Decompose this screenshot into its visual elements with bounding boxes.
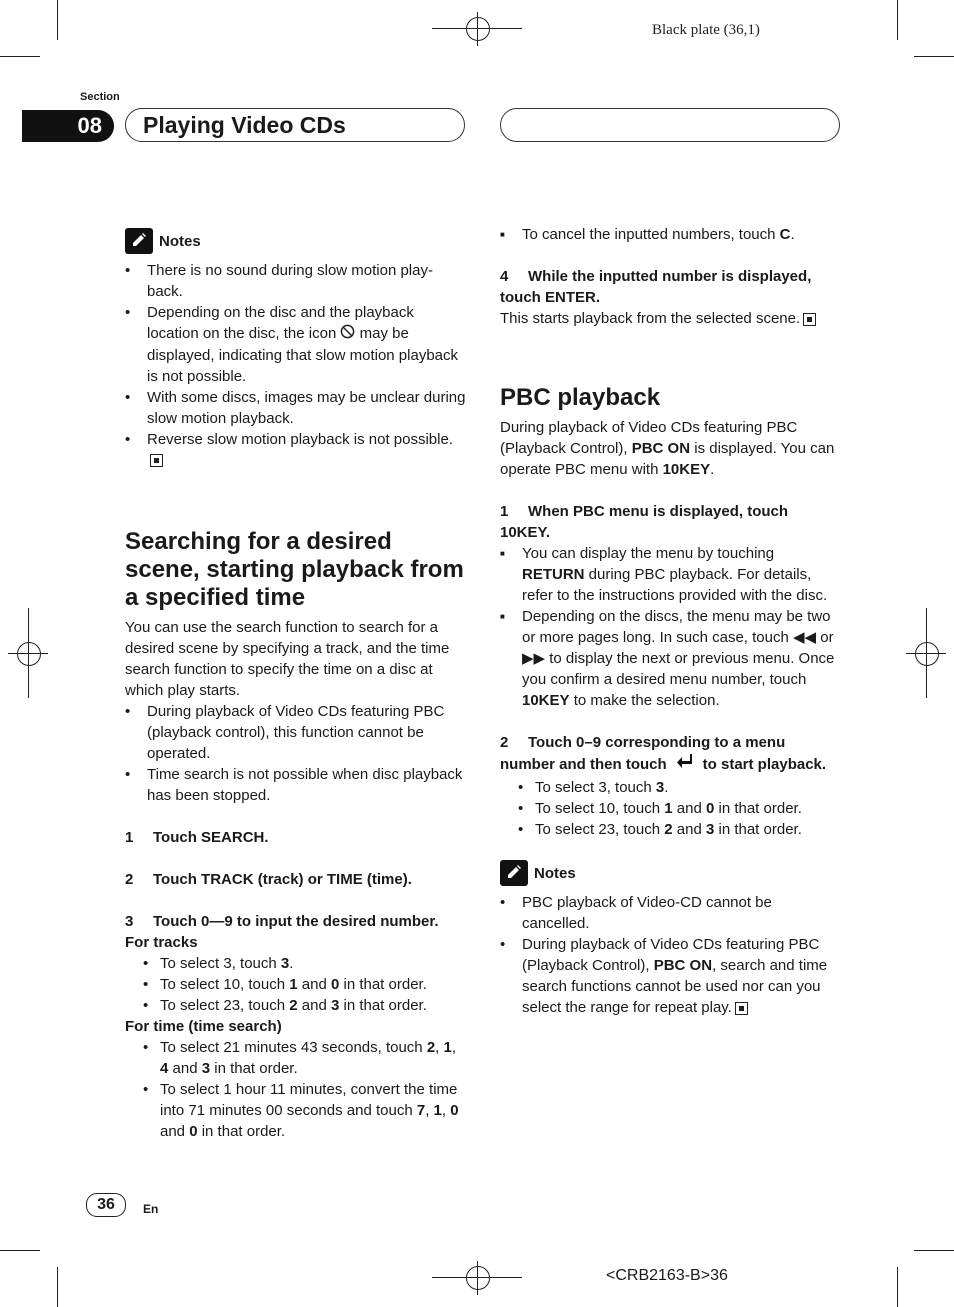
pbc-intro: During playback of Video CDs featuring PBC (Playback Control), PBC ON is displayed. You can operate PBC menu with 10KEY. bbox=[500, 419, 835, 478]
left-column bbox=[125, 228, 467, 1142]
crop-mark bbox=[0, 1250, 40, 1251]
end-stop-icon bbox=[735, 1002, 748, 1015]
notes-title: Notes bbox=[534, 864, 576, 882]
track-item: • To select 23, touch 2 and 3 in that order. bbox=[143, 995, 467, 1016]
tracks-list bbox=[143, 953, 467, 1016]
menu-select-item: • To select 23, touch 2 and 3 in that order. bbox=[518, 819, 840, 840]
registration-circle bbox=[17, 642, 41, 666]
step-4-desc: This starts playback from the selected scene. bbox=[500, 308, 840, 329]
pbc-notes-list bbox=[500, 892, 840, 1018]
language-label: En bbox=[143, 1202, 159, 1216]
header-right-box bbox=[500, 108, 840, 142]
track-item: • To select 3, touch 3. bbox=[143, 953, 467, 974]
search-bullets bbox=[125, 701, 467, 806]
menu-select-item: • To select 3, touch 3. bbox=[518, 777, 840, 798]
search-bullet: • During playback of Video CDs featuring PBC (playback control), this function cannot be operated. bbox=[125, 701, 467, 764]
step-2: 2 Touch TRACK (track) or TIME (time). bbox=[125, 870, 412, 888]
note-item: • During playback of Video CDs featuring PBC (Playback Control), PBC ON, search and time search functions cannot be used nor can you select the range for repeat play. bbox=[500, 934, 840, 1018]
menu-select-item: • To select 10, touch 1 and 0 in that order. bbox=[518, 798, 840, 819]
plate-label: Black plate (36,1) bbox=[652, 22, 760, 38]
registration-circle bbox=[915, 642, 939, 666]
note-item: • PBC playback of Video-CD cannot be cancelled. bbox=[500, 892, 840, 934]
note-item: • Depending on the disc and the playback location on the disc, the icon may be displayed, indicating that slow motion playback is not possible. bbox=[125, 302, 467, 387]
notes-list bbox=[125, 260, 467, 471]
note-item: • Reverse slow motion playback is not possible. bbox=[125, 429, 467, 471]
pbc-note: ■ Depending on the discs, the menu may be two or more pages long. In such case, touch ◀◀ or ▶▶ to display the next or previous menu. Once you confirm a desired menu number, touch 10KEY to make the selection. bbox=[500, 606, 840, 711]
pbc-note: ■ You can display the menu by touching RETURN during PBC playback. For details, refer to the instructions provided with the disc. bbox=[500, 543, 840, 606]
end-stop-icon bbox=[803, 313, 816, 326]
step-4: 4 While the inputted number is displayed, touch ENTER. bbox=[500, 268, 812, 306]
note-item: • There is no sound during slow motion play-back. bbox=[125, 260, 467, 302]
crop-mark bbox=[897, 0, 898, 40]
end-stop-icon bbox=[150, 454, 163, 467]
prev-track-icon: ◀◀ bbox=[793, 629, 817, 646]
enter-return-icon bbox=[675, 753, 695, 777]
cancel-note: ■ To cancel the inputted numbers, touch C. bbox=[500, 224, 840, 245]
crop-mark bbox=[57, 0, 58, 40]
menu-select-list bbox=[518, 777, 840, 840]
prohibited-icon bbox=[340, 324, 355, 345]
pbc-heading: PBC playback bbox=[500, 384, 661, 411]
registration-circle bbox=[466, 17, 490, 41]
cancel-list bbox=[500, 224, 840, 245]
step-1: 1 Touch SEARCH. bbox=[125, 828, 269, 846]
next-track-icon: ▶▶ bbox=[522, 650, 546, 667]
right-column bbox=[500, 224, 840, 1018]
time-list bbox=[143, 1037, 467, 1142]
notes-pencil-icon bbox=[125, 228, 153, 254]
crop-mark bbox=[914, 56, 954, 57]
search-intro: You can use the search function to search for a desired scene by specifying a track, and the time search function to specify the time on a disc at which play starts. bbox=[125, 618, 450, 699]
notes-header bbox=[500, 860, 840, 886]
crop-mark bbox=[0, 56, 40, 57]
registration-circle bbox=[466, 1266, 490, 1290]
notes-pencil-icon bbox=[500, 860, 528, 886]
page-title: Playing Video CDs bbox=[125, 108, 465, 142]
search-bullet: • Time search is not possible when disc playback has been stopped. bbox=[125, 764, 467, 806]
step-3: 3 Touch 0—9 to input the desired number. bbox=[125, 912, 439, 930]
pbc-step-2: 2 Touch 0–9 corresponding to a menu number and then touch to start playback. bbox=[500, 732, 840, 777]
search-heading: Searching for a desired scene, starting playback from a specified time bbox=[125, 527, 464, 611]
crop-mark bbox=[914, 1250, 954, 1251]
notes-title: Notes bbox=[159, 232, 201, 250]
document-code: <CRB2163-B>36 bbox=[606, 1267, 728, 1284]
pbc-step-1: 1 When PBC menu is displayed, touch 10KEY. bbox=[500, 503, 789, 541]
crop-mark bbox=[897, 1267, 898, 1307]
note-item: • With some discs, images may be unclear during slow motion playback. bbox=[125, 387, 467, 429]
section-number: 08 bbox=[22, 110, 114, 142]
for-time-label: For time (time search) bbox=[125, 1017, 282, 1035]
crop-mark bbox=[57, 1267, 58, 1307]
time-item: • To select 1 hour 11 minutes, convert the time into 71 minutes 00 seconds and touch 7, 1, 0 and 0 in that order. bbox=[143, 1079, 467, 1142]
page-number: 36 bbox=[86, 1193, 126, 1217]
track-item: • To select 10, touch 1 and 0 in that order. bbox=[143, 974, 467, 995]
for-tracks-label: For tracks bbox=[125, 933, 198, 951]
pbc-step-1-notes bbox=[500, 543, 840, 711]
notes-header bbox=[125, 228, 467, 254]
section-label: Section bbox=[80, 91, 120, 103]
time-item: • To select 21 minutes 43 seconds, touch 2, 1, 4 and 3 in that order. bbox=[143, 1037, 467, 1079]
